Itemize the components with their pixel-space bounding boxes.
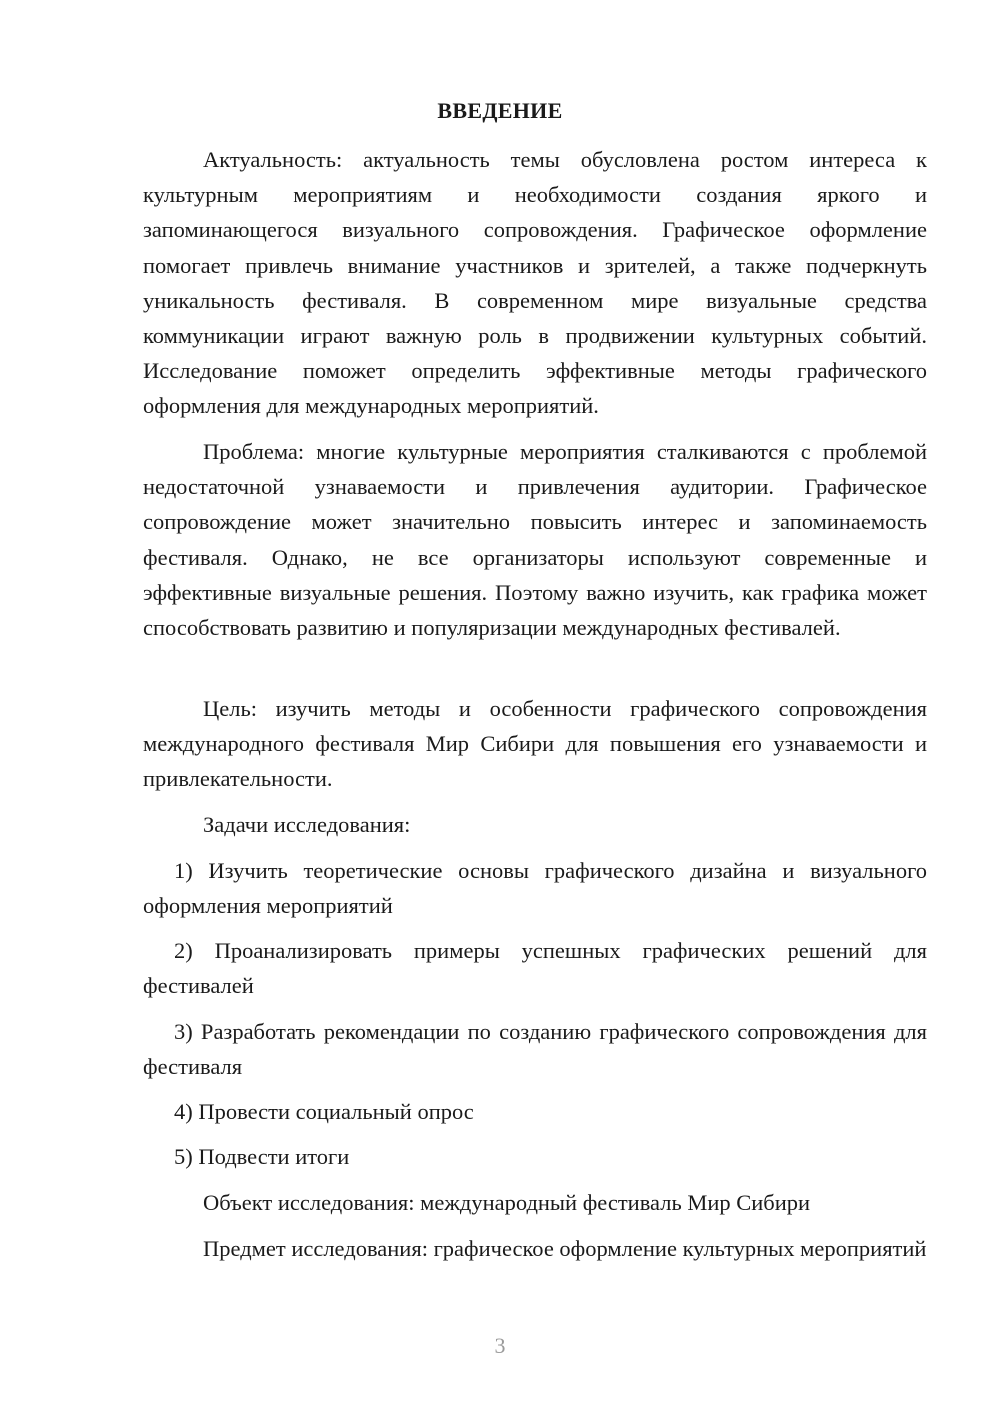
- page-title: ВВЕДЕНИЕ: [437, 98, 563, 123]
- paragraph-goal: [143, 691, 927, 797]
- task-item-5: [143, 1139, 927, 1174]
- paragraph-text: Предмет исследования: графическое оформление культурных мероприятий: [203, 1236, 927, 1261]
- paragraph-problem: [143, 434, 927, 645]
- task-item-3: [143, 1014, 927, 1084]
- list-item: 3) Разработать рекомендации по созданию графического сопровождения для фестиваля: [143, 1019, 927, 1080]
- paragraph-object: [143, 1185, 927, 1220]
- list-item: 5) Подвести итоги: [174, 1144, 350, 1169]
- paragraph-text: Цель: изучить методы и особенности графического сопровождения международного фестиваля Мир Сибири для повышения его узнаваемости и привлекательности.: [143, 696, 927, 792]
- tasks-heading: [143, 807, 927, 842]
- paragraph-text: Задачи исследования:: [203, 812, 411, 837]
- list-item: 1) Изучить теоретические основы графического дизайна и визуального оформления мероприятий: [143, 858, 927, 919]
- list-item: 2) Проанализировать примеры успешных графических решений для фестивалей: [143, 938, 927, 999]
- paragraph-relevance: [143, 142, 927, 424]
- paragraph-text: Проблема: многие культурные мероприятия сталкиваются с проблемой недостаточной узнаваемости и привлечения аудитории. Графическое сопровождение может значительно повысить интерес и запоминаемость фестиваля. Однако, не все организаторы используют современные и эффективные визуальные решения. Поэтому важно изучить, как графика может способствовать развитию и популяризации международных фестивалей.: [143, 439, 927, 641]
- list-item: 4) Провести социальный опрос: [174, 1099, 474, 1124]
- task-item-2: [143, 933, 927, 1003]
- paragraph-text: Актуальность: актуальность темы обусловлена ростом интереса к культурным мероприятиям и необходимости создания яркого и запоминающегося визуального сопровождения. Графическое оформление помогает привлечь внимание участников и зрителей, а также подчеркнуть уникальность фестиваля. В современном мире визуальные средства коммуникации играют важную роль в продвижении культурных событий. Исследование поможет определить эффективные методы графического оформления для международных мероприятий.: [143, 147, 927, 419]
- paragraph-subject: [143, 1231, 927, 1266]
- paragraph-text: Объект исследования: международный фестиваль Мир Сибири: [203, 1190, 811, 1215]
- task-item-1: [143, 853, 927, 923]
- task-item-4: [143, 1094, 927, 1129]
- page-number: 3: [494, 1333, 506, 1358]
